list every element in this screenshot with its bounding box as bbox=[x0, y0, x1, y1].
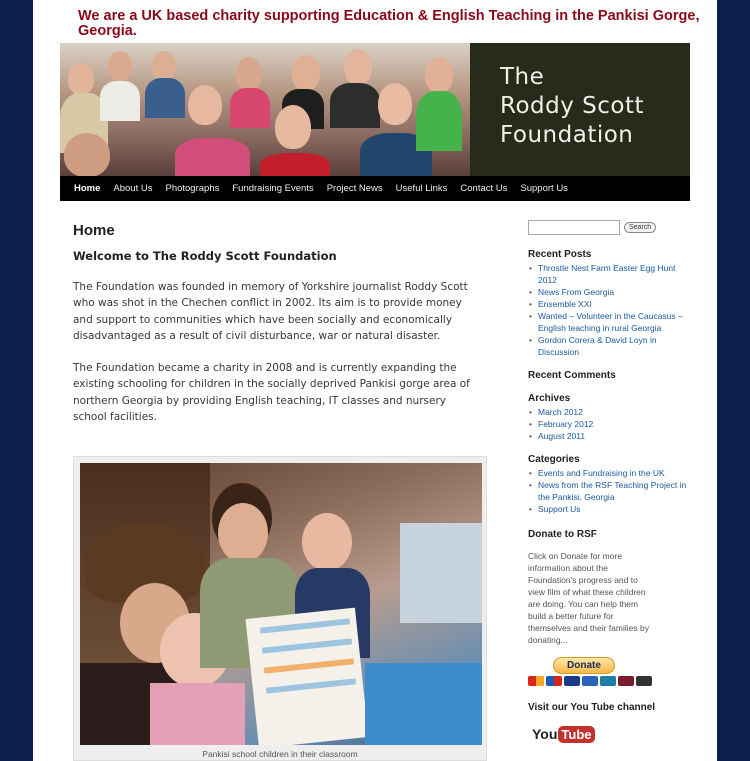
classroom-photo[interactable] bbox=[80, 463, 482, 745]
recent-comments-title: Recent Comments bbox=[528, 370, 616, 381]
page-title: Home bbox=[73, 222, 115, 239]
nav-item-support-us[interactable]: Support Us bbox=[520, 183, 568, 194]
banner-title-line-2: Roddy Scott bbox=[500, 93, 644, 119]
recent-post-link[interactable]: • Wanted – Volunteer in the Caucasus – English teaching in rural Georgia bbox=[528, 310, 688, 334]
banner-title-line-3: Foundation bbox=[500, 122, 634, 148]
nav-item-photographs[interactable]: Photographs bbox=[165, 183, 220, 194]
bank-card-icon bbox=[618, 676, 634, 686]
main-content bbox=[73, 220, 493, 425]
nav-item-project-news[interactable]: Project News bbox=[326, 183, 383, 194]
nav-item-fundraising-events[interactable]: Fundraising Events bbox=[232, 183, 314, 194]
nav-item-contact-us[interactable]: Contact Us bbox=[460, 183, 508, 194]
figure-caption: Pankisi school children in their classroom bbox=[202, 749, 358, 759]
youtube-logo-you: You bbox=[532, 726, 558, 742]
charity-paragraph: The Foundation became a charity in 2008 and is currently expanding the existing schooling for children in the socially deprived Pankisi gorge area of northern Georgia by providing English teaching, IT classes and nursery school facilities. bbox=[73, 362, 470, 424]
page-container bbox=[33, 0, 717, 761]
recent-posts-title: Recent Posts bbox=[528, 249, 592, 260]
banner-title bbox=[470, 43, 690, 176]
category-link[interactable]: • Support Us bbox=[528, 503, 688, 515]
recent-post-link[interactable]: • News From Georgia bbox=[528, 286, 688, 298]
banner-title-line-1: The bbox=[500, 64, 545, 90]
solo-icon bbox=[600, 676, 616, 686]
archives-widget bbox=[528, 393, 688, 442]
youtube-logo-icon[interactable] bbox=[532, 723, 595, 745]
site-tagline: We are a UK based charity supporting Education & English Teaching in the Pankisi Gorge, Georgia. bbox=[78, 8, 700, 39]
payment-cards bbox=[528, 676, 654, 686]
main-navigation bbox=[60, 176, 690, 201]
archives-list bbox=[528, 406, 688, 442]
recent-post-link[interactable]: • Throstle Nest Farm Easter Egg Hunt 2012 bbox=[528, 262, 688, 286]
recent-posts-widget bbox=[528, 249, 688, 358]
donate-button[interactable]: Donate bbox=[553, 657, 615, 674]
recent-post-link[interactable]: • Gordon Corera & David Loyn in Discussion bbox=[528, 334, 688, 358]
site-banner[interactable] bbox=[60, 43, 690, 176]
welcome-heading: Welcome to The Roddy Scott Foundation bbox=[73, 249, 337, 263]
direct-debit-icon bbox=[636, 676, 652, 686]
recent-post-link[interactable]: • Ensemble XXI bbox=[528, 298, 688, 310]
search-form bbox=[528, 220, 688, 235]
archive-link[interactable]: • August 2011 bbox=[528, 430, 688, 442]
archive-link[interactable]: • February 2012 bbox=[528, 418, 688, 430]
archive-link[interactable]: • March 2012 bbox=[528, 406, 688, 418]
banner-children-photo bbox=[60, 43, 470, 176]
visa-icon bbox=[564, 676, 580, 686]
nav-item-about-us[interactable]: About Us bbox=[113, 183, 153, 194]
classroom-figure bbox=[73, 456, 487, 761]
maestro-icon bbox=[546, 676, 562, 686]
sidebar bbox=[528, 220, 688, 742]
archives-title: Archives bbox=[528, 393, 571, 404]
mastercard-icon bbox=[528, 676, 544, 686]
category-link[interactable]: • News from the RSF Teaching Project in the Pankisi, Georgia bbox=[528, 479, 688, 503]
donate-widget bbox=[528, 529, 688, 646]
donate-title: Donate to RSF bbox=[528, 529, 597, 540]
categories-list bbox=[528, 467, 688, 515]
search-input[interactable] bbox=[528, 220, 620, 235]
visa-electron-icon bbox=[582, 676, 598, 686]
intro-paragraph: The Foundation was founded in memory of Yorkshire journalist Roddy Scott who was shot in the Chechen conflict in 2002. Its aim is to provide money and support to communities which have been socially and economically disadvantaged as a result of civil disturbance, war or natural disaster. bbox=[73, 281, 468, 342]
nav-item-home[interactable]: Home bbox=[74, 183, 101, 194]
categories-title: Categories bbox=[528, 454, 580, 465]
nav-item-useful-links[interactable]: Useful Links bbox=[395, 183, 448, 194]
youtube-title: Visit our You Tube channel bbox=[528, 702, 656, 713]
donate-description: Click on Donate for more information about the Foundation's progress and to view film of what these children are doing. You can help them build a better future for themselves and their families by donating... bbox=[528, 551, 649, 645]
category-link[interactable]: • Events and Fundraising in the UK bbox=[528, 467, 688, 479]
search-button[interactable]: Search bbox=[624, 222, 656, 233]
youtube-logo-tube: Tube bbox=[558, 726, 594, 743]
recent-posts-list bbox=[528, 262, 688, 358]
recent-comments-widget bbox=[528, 370, 688, 381]
categories-widget bbox=[528, 454, 688, 515]
